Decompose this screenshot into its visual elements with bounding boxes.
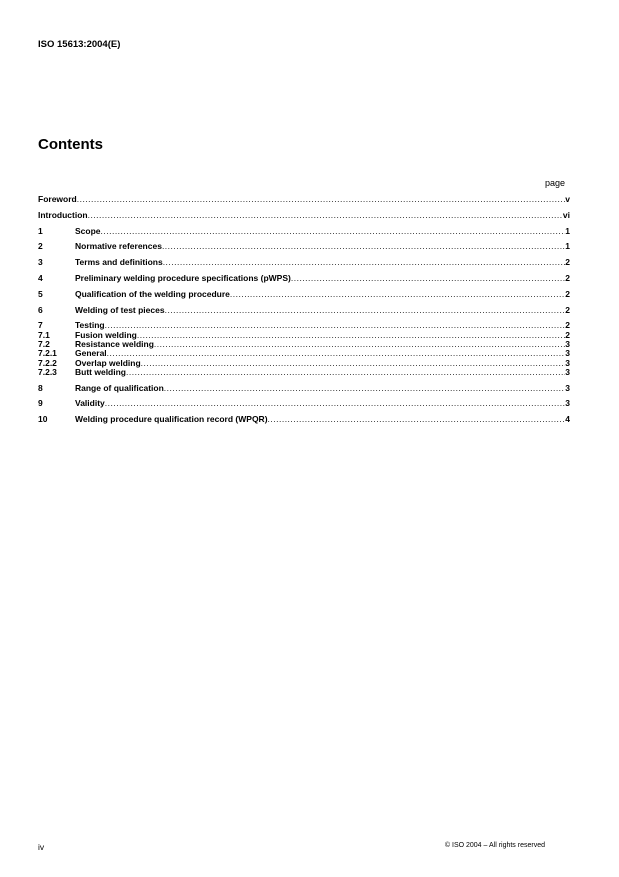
toc-entry-page: 3 — [565, 398, 570, 409]
footer-copyright: © ISO 2004 – All rights reserved — [444, 842, 545, 849]
toc-entry-number: 6 — [38, 304, 43, 315]
toc-entry-title: Testing — [75, 320, 105, 331]
toc-entry[interactable] — [38, 227, 570, 236]
toc-entry-page: vi — [562, 209, 570, 220]
toc-entry[interactable] — [38, 399, 570, 408]
dot-leader — [105, 321, 566, 330]
dot-leader — [154, 340, 565, 349]
toc-entry-title: Resistance welding — [75, 338, 154, 349]
toc-entry-number: 9 — [38, 398, 43, 409]
toc-entry-title: Range of qualification — [75, 382, 164, 393]
toc-entry-title: Welding of test pieces — [75, 304, 165, 315]
toc-entry-title: Fusion welding — [75, 329, 137, 340]
toc-entry-title: Foreword — [38, 194, 77, 204]
dot-leader — [88, 211, 563, 220]
toc-entry-title: Qualification of the welding procedure — [75, 288, 230, 299]
contents-title: Contents — [38, 136, 103, 153]
dot-leader — [165, 306, 566, 315]
dot-leader — [126, 368, 565, 377]
toc-entry[interactable] — [38, 290, 570, 299]
toc-entry-page: 4 — [565, 414, 570, 425]
toc-entry-page: 1 — [565, 225, 570, 236]
toc-entry-number: 7.2.2 — [38, 357, 57, 368]
toc-entry-title: Terms and definitions — [75, 257, 163, 268]
toc-entry-number: 1 — [38, 225, 43, 236]
toc-entry-page: 2 — [565, 272, 570, 283]
toc-entry-title: Introduction — [38, 209, 88, 220]
toc-entry-page: 3 — [565, 357, 570, 368]
toc-entry-number: 8 — [38, 382, 43, 393]
toc-entry-page: 2 — [565, 304, 570, 315]
toc-entry-number: 7 — [38, 320, 43, 331]
toc-entry-page: 3 — [565, 382, 570, 393]
toc-entry[interactable] — [38, 415, 570, 424]
toc-entry-page: 2 — [565, 329, 570, 340]
toc-entry-page: 3 — [565, 348, 570, 359]
toc-entry-page: v — [565, 194, 570, 204]
toc-entry-title: General — [75, 348, 107, 359]
toc-entry-number: 2 — [38, 241, 43, 252]
table-of-contents — [38, 195, 570, 425]
toc-entry-page: 3 — [565, 338, 570, 349]
toc-entry-page: 2 — [565, 320, 570, 331]
toc-entry-page: 2 — [565, 288, 570, 299]
toc-entry-page: 1 — [565, 241, 570, 252]
toc-entry-number: 4 — [38, 272, 43, 283]
toc-entry[interactable] — [38, 242, 570, 251]
toc-entry-title: Validity — [75, 398, 105, 409]
toc-entry[interactable] — [38, 340, 570, 349]
document-id: ISO 15613:2004(E) — [38, 39, 121, 50]
toc-entry-title: Scope — [75, 225, 101, 236]
toc-entry[interactable] — [38, 368, 570, 377]
toc-entry-number: 7.2.3 — [38, 366, 57, 377]
toc-entry[interactable] — [38, 195, 570, 204]
toc-entry[interactable] — [38, 306, 570, 315]
toc-entry-number: 3 — [38, 257, 43, 268]
dot-leader — [105, 399, 566, 408]
footer-page-number: iv — [38, 842, 45, 852]
toc-entry-number: 7.2.1 — [38, 348, 57, 359]
toc-entry-title: Welding procedure qualification record (WPQR) — [75, 414, 268, 425]
toc-entry-number: 5 — [38, 288, 43, 299]
toc-entry-page: 2 — [565, 257, 570, 268]
toc-entry-title: Preliminary welding procedure specifications (pWPS) — [75, 272, 291, 283]
dot-leader — [101, 227, 566, 236]
toc-entry-number: 7.1 — [38, 329, 50, 340]
toc-entry-page: 3 — [565, 366, 570, 377]
dot-leader — [291, 274, 565, 283]
dot-leader — [164, 384, 565, 393]
toc-entry[interactable] — [38, 258, 570, 267]
dot-leader — [162, 242, 565, 251]
toc-entry[interactable] — [38, 384, 570, 393]
toc-entry-number: 7.2 — [38, 338, 50, 349]
toc-entry-number: 10 — [38, 414, 48, 425]
dot-leader — [230, 290, 565, 299]
dot-leader — [137, 331, 565, 340]
dot-leader — [107, 349, 566, 358]
page-column-label: page — [545, 178, 566, 188]
toc-entry-title: Normative references — [75, 241, 162, 252]
toc-entry[interactable] — [38, 274, 570, 283]
dot-leader — [141, 359, 566, 368]
dot-leader — [163, 258, 566, 267]
toc-entry-title: Butt welding — [75, 366, 126, 377]
dot-leader — [268, 415, 566, 424]
dot-leader — [77, 195, 566, 204]
toc-entry[interactable] — [38, 211, 570, 220]
toc-entry-title: Overlap welding — [75, 357, 141, 368]
